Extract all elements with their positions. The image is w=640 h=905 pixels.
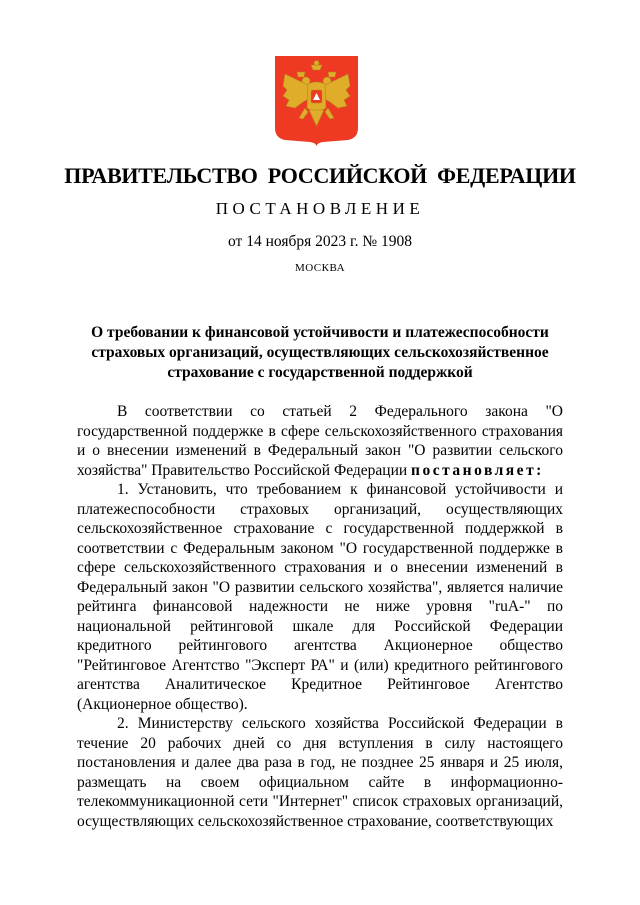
- document-type: ПОСТАНОВЛЕНИЕ: [215, 199, 425, 218]
- paragraph-1: 1. Установить, что требованием к финансовой устойчивости и платежеспособности страховых организаций, осуществляющих сельскохозяйственное страхование с государственной поддержкой в соответствии с Федеральным законом "О государственной поддержке в сфере сельскохозяйственного страхования и о внесении изменений в Федеральный закон "О развитии сельского хозяйства", является наличие рейтинга финансовой надежности не ниже уровня "ruA-" по национальной рейтинговой шкале для Российской Федерации кредитного рейтингового агентства Акционерное общество "Рейтинговое Агентство "Эксперт РА" и (или) кредитного рейтингового агентства Аналитическое Кредитное Рейтинговое Агентство (Акционерное общество).: [77, 481, 563, 713]
- decree-date-number: от 14 ноября 2023 г. № 1908: [228, 233, 412, 250]
- preamble-verb: постановляет:: [411, 461, 544, 479]
- preamble-paragraph: [77, 402, 563, 480]
- city-label: МОСКВА: [294, 262, 346, 274]
- government-title: ПРАВИТЕЛЬСТВО РОССИЙСКОЙ ФЕДЕРАЦИИ: [64, 163, 576, 188]
- paragraph-2: 2. Министерству сельского хозяйства Российской Федерации в течение 20 рабочих дней со дня вступления в силу настоящего постановления и далее два раза в год, не позднее 25 января и 25 июля, размещать на своем официальном сайте в информационно-телекоммуникационной сети "Интернет" список страховых организаций, осуществляющих сельскохозяйственное страхование, соответствующих: [77, 715, 563, 830]
- preamble-text: В соответствии со статьей 2 Федерального закона "О государственной поддержке в сфере сельскохозяйственного страхования и о внесении изменений в Федеральный закон "О развитии сельского хозяйства" Правительство Российской Федерации: [77, 403, 563, 479]
- coat-of-arms-emblem: [275, 56, 358, 146]
- decree-body: [77, 402, 563, 831]
- decree-subject: О требовании к финансовой устойчивости и платежеспособности страховых организаций, осуществляющих сельскохозяйственное страхование с государственной поддержкой: [91, 324, 549, 381]
